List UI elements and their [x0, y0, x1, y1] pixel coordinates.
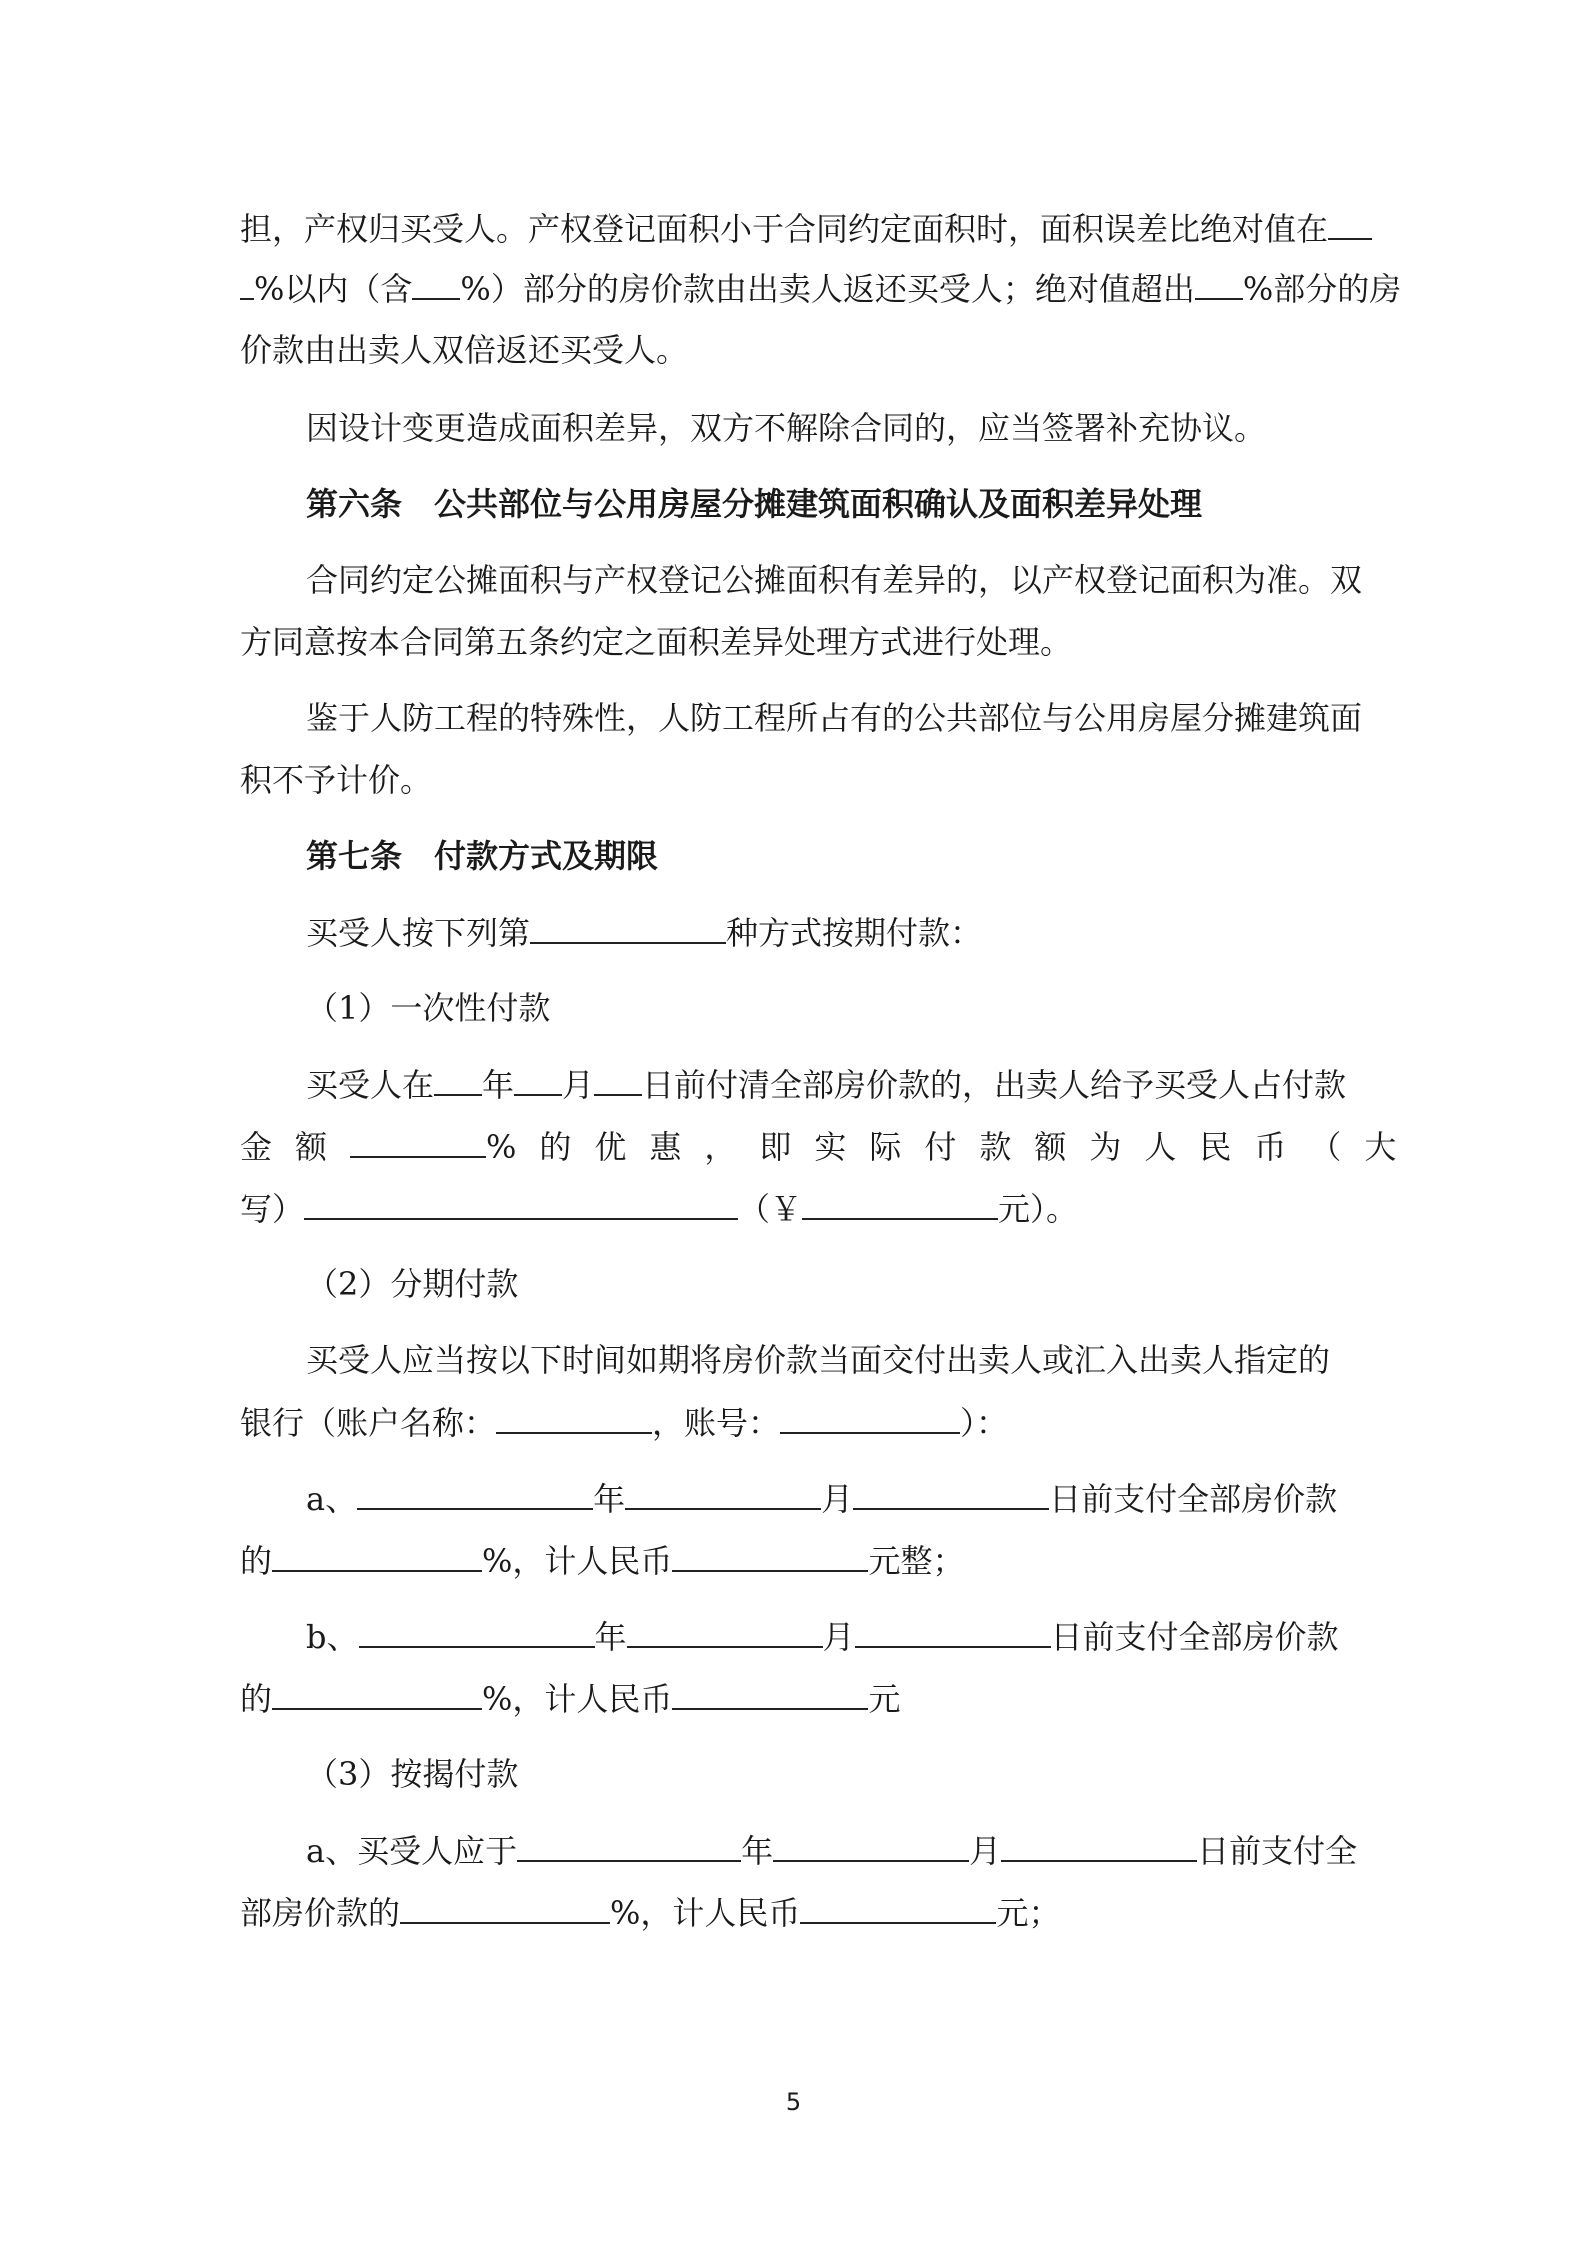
text: %的优惠，即实际付款额为人民币（大 [486, 1128, 1420, 1166]
option-2-title: （2）分期付款 [306, 1265, 519, 1303]
text: 金额 [240, 1128, 351, 1166]
text: 月 [821, 1480, 854, 1518]
text-line: 价款由出卖人双倍返还买受人。 [240, 331, 689, 369]
installment-a-line [306, 1476, 1352, 1521]
page-number: 5 [785, 2088, 802, 2116]
fill-blank [1001, 1828, 1197, 1862]
fill-blank [412, 266, 460, 300]
fill-blank [400, 1890, 610, 1924]
fill-blank [773, 1828, 969, 1862]
fill-blank [1328, 206, 1372, 240]
text-line [306, 1828, 1358, 1873]
article-6-heading: 第六条 公共部位与公用房屋分摊建筑面积确认及面积差异处理 [306, 485, 1203, 523]
text-line [240, 1186, 1352, 1231]
text: %，计人民币 [482, 1542, 673, 1580]
text: （￥ [738, 1190, 803, 1228]
fill-blank [800, 1890, 996, 1924]
text: 日前支付全部房价款 [1050, 1618, 1339, 1656]
fill-blank [304, 1186, 738, 1220]
fill-blank [272, 1538, 482, 1572]
text-line [306, 910, 1352, 955]
text: 元）。 [998, 1190, 1079, 1228]
option-3-title: （3）按揭付款 [306, 1755, 519, 1793]
fill-blank [517, 1828, 741, 1862]
text: %）部分的房价款由出卖人返还买受人；绝对值超出 [460, 270, 1195, 308]
text: 年 [741, 1832, 774, 1870]
fill-blank [496, 1400, 652, 1434]
text: b、 [306, 1618, 359, 1656]
text: ，账号： [652, 1404, 781, 1442]
text-line [306, 1062, 1352, 1107]
text-line [240, 1676, 1352, 1721]
fill-blank [359, 1614, 595, 1648]
text: 月 [969, 1832, 1002, 1870]
text-line [240, 1124, 1420, 1169]
text: 月 [822, 1618, 855, 1656]
fill-blank [350, 1124, 486, 1158]
text-line: 积不予计价。 [240, 761, 433, 799]
text: %以内（含 [254, 270, 413, 308]
text: 日前付清全部房价款的，出卖人给予买受人占付款 [642, 1066, 1347, 1104]
text: 的 [240, 1542, 273, 1580]
text: 元 [868, 1680, 901, 1718]
fill-blank [802, 1186, 998, 1220]
option-1-title: （1）一次性付款 [306, 989, 551, 1027]
text: 买受人按下列第 [306, 914, 531, 952]
text: 银行（账户名称： [240, 1404, 497, 1442]
text: %，计人民币 [610, 1894, 801, 1932]
article-7-heading: 第七条 付款方式及期限 [306, 837, 659, 875]
fill-blank [672, 1538, 868, 1572]
fill-blank [434, 1062, 482, 1096]
text: 日前支付全部房价款 [1049, 1480, 1338, 1518]
text-line [240, 1538, 1352, 1583]
fill-blank [530, 910, 726, 944]
text: 担，产权归买受人。产权登记面积小于合同约定面积时，面积误差比绝对值在 [240, 210, 1329, 248]
text-line: 买受人应当按以下时间如期将房价款当面交付出卖人或汇入出卖人指定的 [306, 1341, 1331, 1379]
fill-blank [780, 1400, 960, 1434]
text: 元； [996, 1894, 1061, 1932]
fill-blank [357, 1476, 593, 1510]
text-line: 合同约定公摊面积与产权登记公摊面积有差异的，以产权登记面积为准。双 [306, 561, 1363, 599]
fill-blank [625, 1476, 821, 1510]
installment-b-line [306, 1614, 1352, 1659]
fill-blank [594, 1062, 642, 1096]
text: 的 [240, 1680, 273, 1718]
fill-blank [1195, 266, 1243, 300]
text: a、 [306, 1480, 358, 1518]
text-line [240, 1890, 1352, 1935]
text: 日前支付全 [1197, 1832, 1358, 1870]
text: ）： [960, 1404, 1009, 1442]
fill-blank [627, 1614, 823, 1648]
fill-blank [240, 266, 254, 300]
text: 写） [240, 1190, 305, 1228]
text: 元整； [868, 1542, 965, 1580]
fill-blank [855, 1614, 1051, 1648]
text: 年 [594, 1618, 627, 1656]
fill-blank [514, 1062, 562, 1096]
text: %，计人民币 [482, 1680, 673, 1718]
text: a、买受人应于 [306, 1832, 518, 1870]
paragraph-design-change: 因设计变更造成面积差异，双方不解除合同的，应当签署补充协议。 [306, 409, 1267, 447]
text-line: 方同意按本合同第五条约定之面积差异处理方式进行处理。 [240, 623, 1073, 661]
fill-blank [853, 1476, 1049, 1510]
text: 年 [593, 1480, 626, 1518]
text: 部房价款的 [240, 1894, 401, 1932]
text-line [240, 266, 1402, 311]
text-line [240, 1400, 1352, 1445]
text-line [240, 206, 1352, 251]
fill-blank [272, 1676, 482, 1710]
text: 月 [562, 1066, 595, 1104]
text: %部分的房 [1242, 270, 1402, 308]
text: 种方式按期付款： [726, 914, 983, 952]
text: 买受人在 [306, 1066, 435, 1104]
text: 年 [482, 1066, 515, 1104]
text-line: 鉴于人防工程的特殊性，人防工程所占有的公共部位与公用房屋分摊建筑面 [306, 699, 1363, 737]
fill-blank [672, 1676, 868, 1710]
